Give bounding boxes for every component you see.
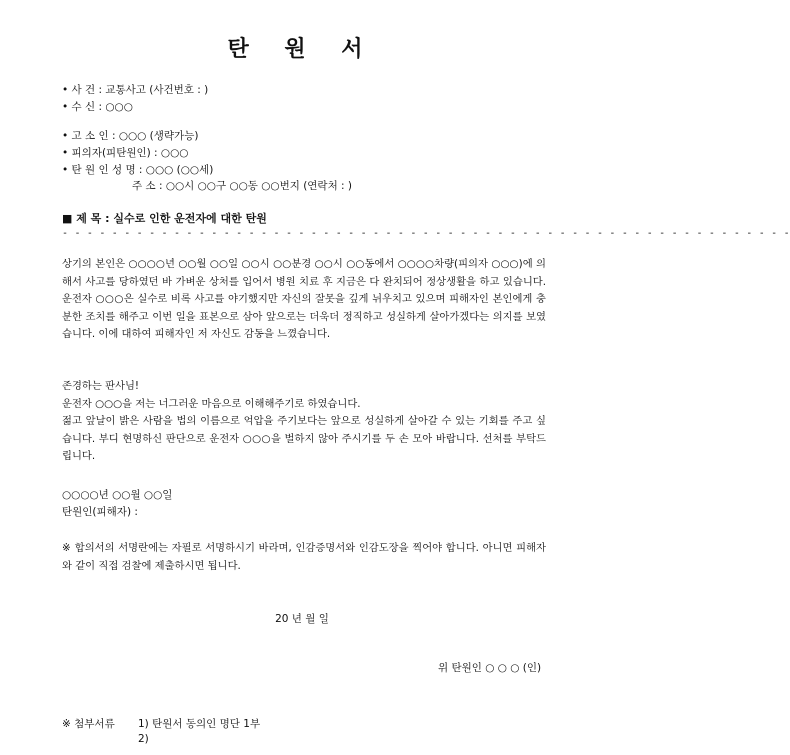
divider-line: - - - - - - - - - - - - - - - - - - - - - - - - - - - - - - - - - - - - - - - - - - - - - - - - - - - - - - - - - - -: [62, 228, 790, 239]
subject-line: ■ 제 목 : 실수로 인한 운전자에 대한 탄원: [62, 212, 267, 225]
petitioner-address-line: 주 소 : ○○시 ○○구 ○○동 ○○번지 (연락처 : ): [132, 180, 353, 192]
complainant-line: • 고 소 인 : ○○○ (생략가능): [62, 130, 199, 142]
sign-date: ○○○○년 ○○월 ○○일: [62, 489, 173, 501]
suspect-line: • 피의자(피탄원인) : ○○○: [62, 147, 189, 159]
footer-signer: 위 탄원인 ○ ○ ○ (인): [438, 662, 542, 674]
attachment-item-1: 1) 탄원서 동의인 명단 1부: [138, 718, 261, 730]
attachment-item-2: 2): [138, 733, 149, 745]
case-line: • 사 건 : 교통사고 (사건번호 : ): [62, 84, 209, 96]
footer-date: 20 년 월 일: [275, 613, 329, 625]
appeal-greeting: 존경하는 판사님!: [62, 380, 140, 392]
body-text: 상기의 본인은 ○○○○년 ○○월 ○○일 ○○시 ○○분경 ○○시 ○○동에서 ○○○○차량(피의자 ○○○)에 의해서 사고를 당하였던 바 가벼운 상처를 입어서 병원 치료 후 지금은 다 완치되어 정상생활을 하고 있습니다. 운전자 ○○○은 실수로 비록 사고를 야기했지만 자신의 잘못을 깊게 뉘우치고 있으며 피해자인 본인에게 충분한 조치를 해주고 이번 일을 표본으로 삼아 앞으로는 더욱더 정직하고 성실하게 살아가겠다는 의지를 보였습니다. 이에 대하여 피해자인 저 자신도 감동을 느꼈습니다.: [62, 258, 546, 340]
notice-paragraph: [62, 540, 546, 575]
sign-name: 탄원인(피해자) :: [62, 506, 138, 518]
appeal-line-2: 젊고 앞날이 밝은 사람을 법의 이름으로 억압을 주기보다는 앞으로 성실하게 살아갈 수 있는 기회를 주고 싶습니다. 부디 현명하신 판단으로 운전자 ○○○을 벌하지 않아 주시기를 두 손 모아 바랍니다. 선처를 부탁드립니다.: [62, 415, 546, 462]
recipient-line: • 수 신 : ○○○: [62, 101, 133, 113]
attachments-label: ※ 첨부서류: [62, 718, 115, 730]
document-title: 탄 원 서: [227, 36, 377, 62]
body-paragraph: [62, 256, 546, 344]
notice-text: ※ 합의서의 서명란에는 자필로 서명하시기 바라며, 인감증명서와 인감도장을 찍어야 합니다. 아니면 피해자와 같이 직접 검찰에 제출하시면 됩니다.: [62, 542, 546, 572]
appeal-section: [62, 378, 546, 466]
petitioner-name-line: • 탄 원 인 성 명 : ○○○ (○○세): [62, 164, 214, 176]
appeal-line-1: 운전자 ○○○을 저는 너그러운 마음으로 이해해주기로 하였습니다.: [62, 397, 361, 410]
